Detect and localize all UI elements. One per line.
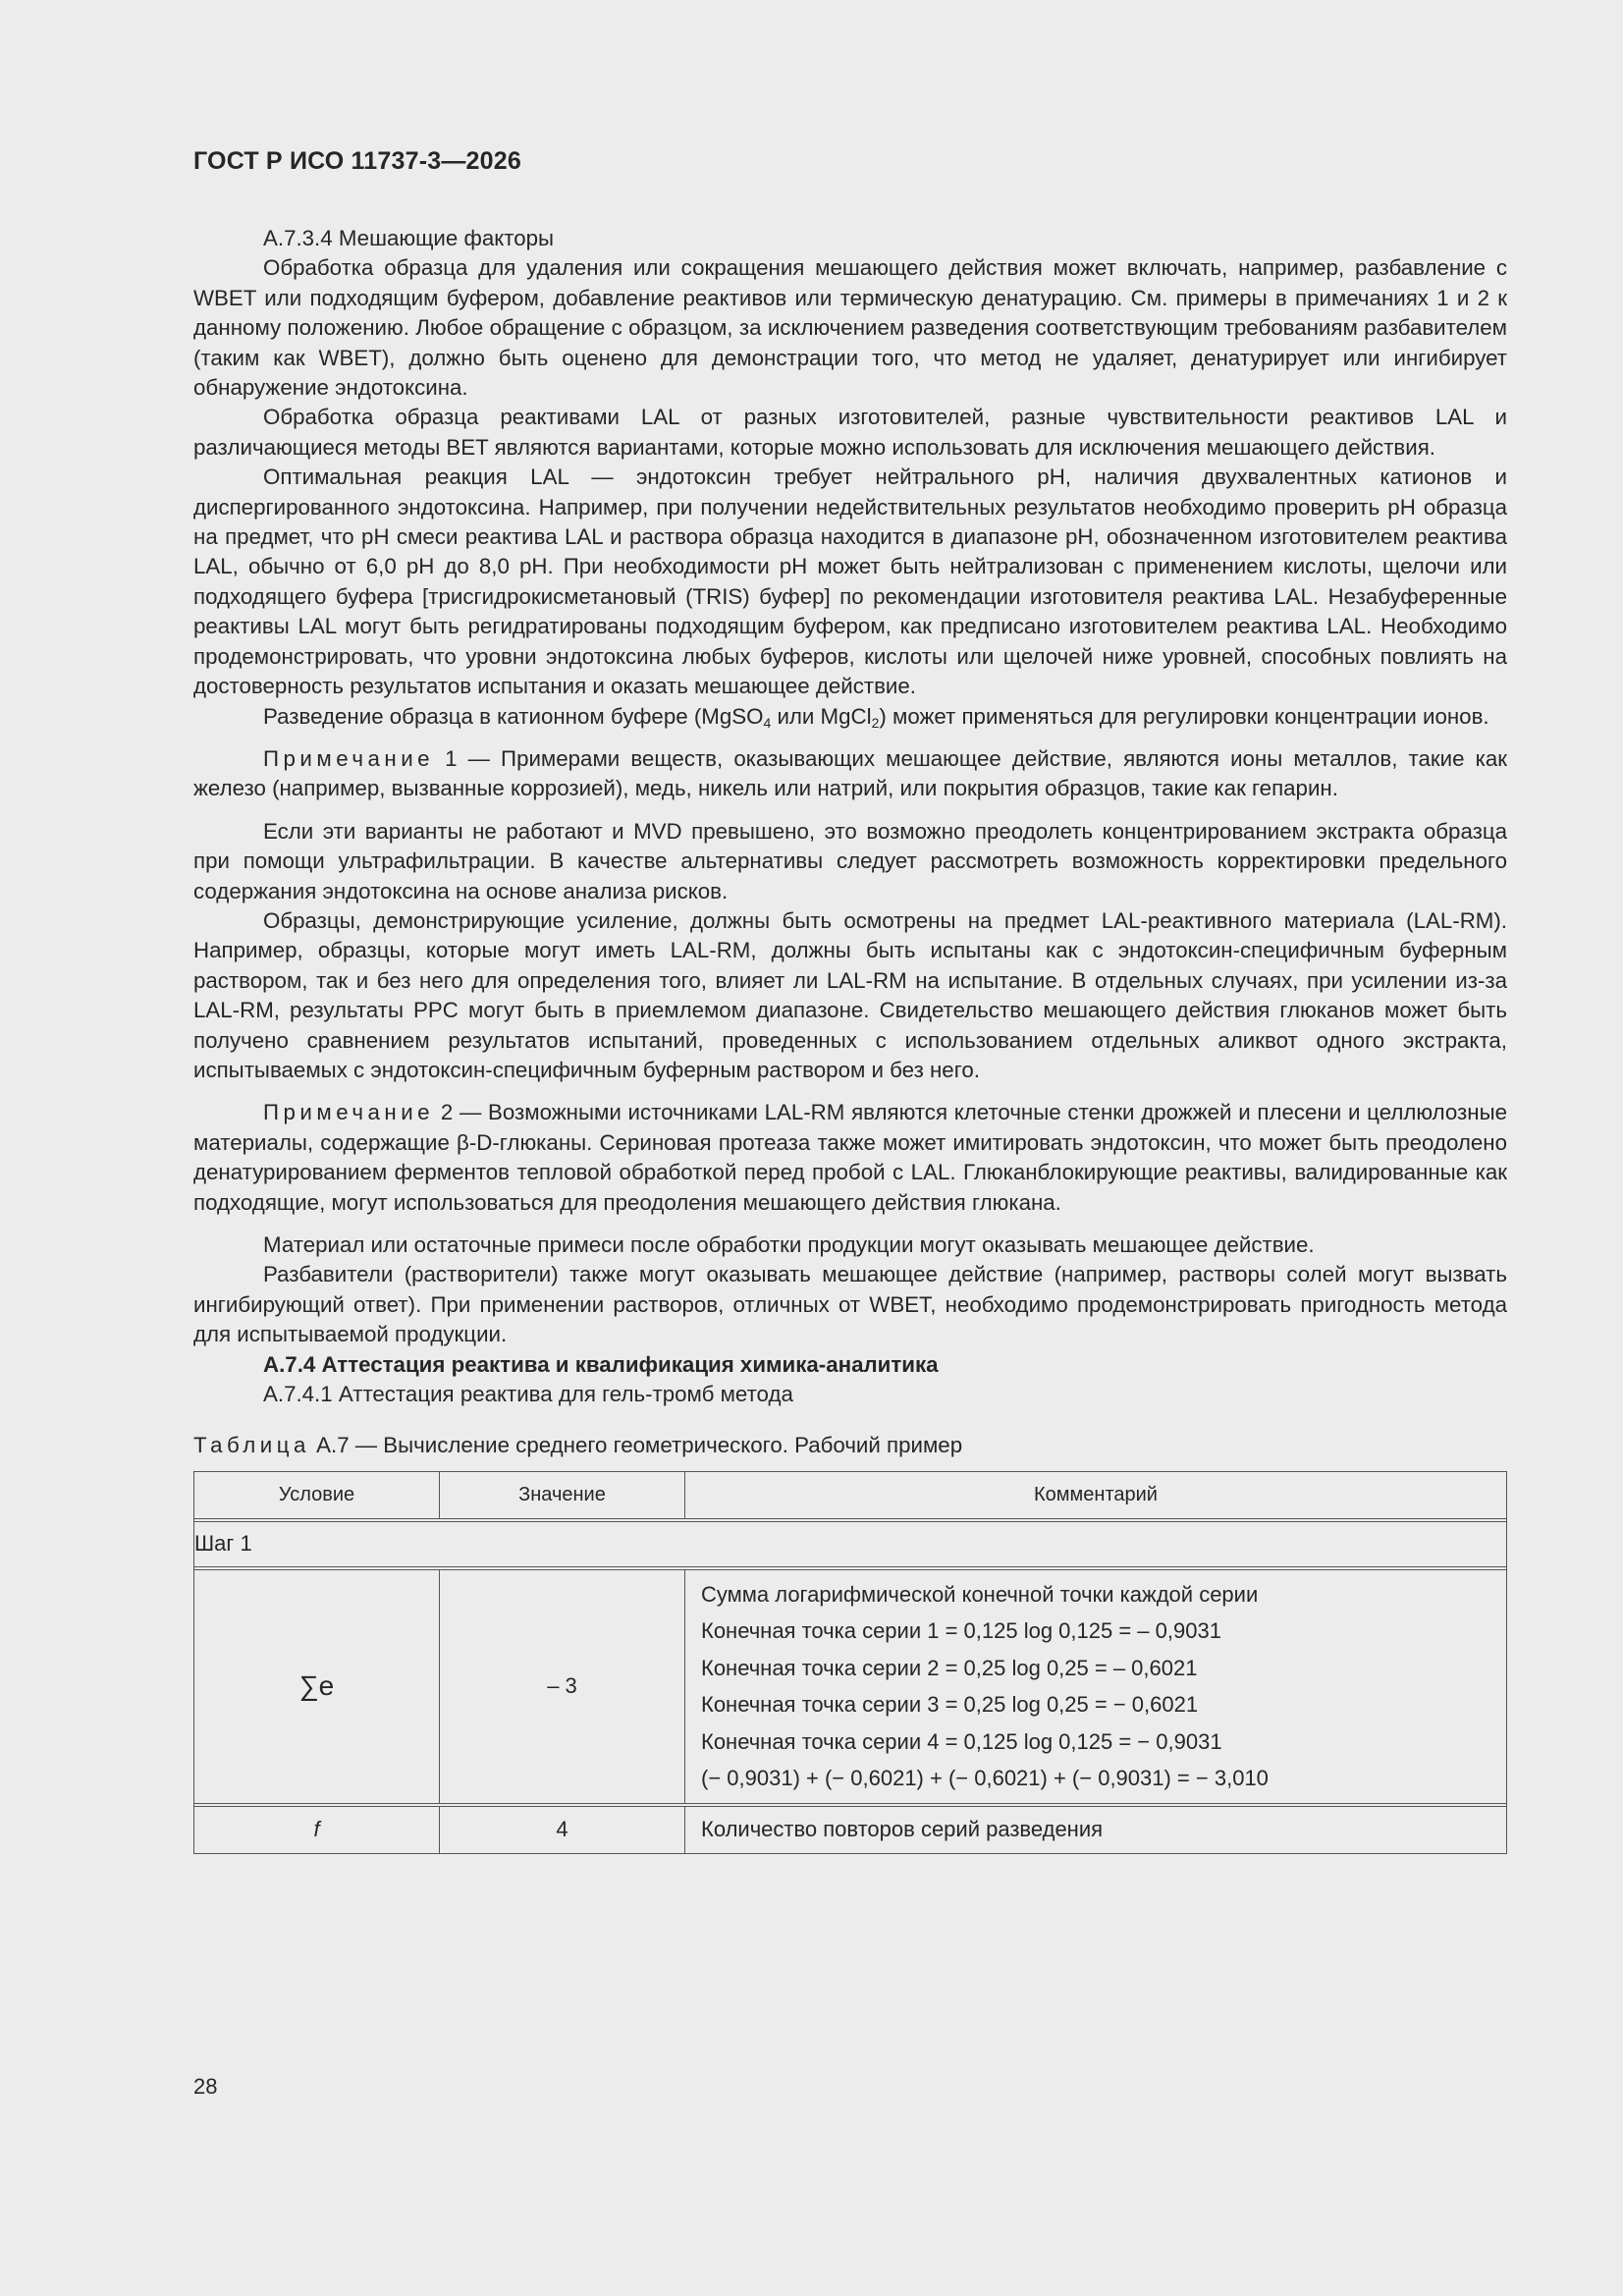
section-heading: А.7.3.4 Мешающие факторы <box>263 226 555 250</box>
note-label: Примечание <box>263 745 435 771</box>
table-row <box>194 1569 1507 1803</box>
paragraph: Образцы, демонстрирующие усиление, должны быть осмотрены на предмет LAL-реактивного материала (LAL-RM). Например, образцы, которые могут иметь LAL-RM, должны быть испытаны как с эндотоксин-специфичным буферным раствором, так и без него для определения того, влияет ли LAL-RM на испытание. В отдельных случаях, при усилении из-за LAL-RM, результаты PPC могут быть в приемлемом диапазоне. Свидетельство мешающего действия глюканов может быть получено сравнением результатов испытаний, проведенных с использованием отдельных аликвот одного экстракта, испытываемых с эндотоксин-специфичным буферным раствором и без него. <box>193 907 1507 1082</box>
paragraph: Материал или остаточные примеси после обработки продукции могут оказывать мешающее действие. <box>263 1232 1315 1257</box>
cell-value: 4 <box>440 1806 685 1853</box>
comment-line: (− 0,9031) + (− 0,6021) + (− 0,6021) + (− 0,9031) = − 3,010 <box>701 1766 1269 1791</box>
paragraph: Обработка образца реактивами LAL от разных изготовителей, разные чувствительности реактивов LAL и различающиеся методы BET являются вариантами, которые можно использовать для исключения мешающего действия. <box>193 405 1507 460</box>
comment-line: Конечная точка серии 4 = 0,125 log 0,125 = − 0,9031 <box>701 1728 1222 1754</box>
header-value: Значение <box>440 1471 685 1518</box>
comment-line: Конечная точка серии 1 = 0,125 log 0,125 = – 0,9031 <box>701 1618 1221 1644</box>
table-row <box>194 1806 1507 1853</box>
subsection-heading: А.7.4 Аттестация реактива и квалификация химика-аналитика <box>263 1351 939 1377</box>
note-label: Примечание <box>263 1100 435 1125</box>
comment-line: Сумма логарифмической конечной точки каждой серии <box>701 1581 1259 1607</box>
comment-line: Конечная точка серии 3 = 0,25 log 0,25 = − 0,6021 <box>701 1692 1199 1718</box>
comment-line: Конечная точка серии 2 = 0,25 log 0,25 = – 0,6021 <box>701 1655 1198 1680</box>
paragraph: Обработка образца для удаления или сокращения мешающего действия может включать, например, разбавление с WBET или подходящим буфером, добавление реактивов или термическую денатурацию. См. примеры в примечаниях 1 и 2 к данному положению. Любое обращение с образцом, за исключением разведения соответствующим требованиям разбавителем (таким как WBET), должно быть оценено для демонстрации того, что метод не удаляет, денатурирует или ингибирует обнаружение эндотоксина. <box>193 255 1507 401</box>
header-comment: Комментарий <box>685 1471 1507 1518</box>
note-2: Примечание 2 — Возможными источниками LAL-RM являются клеточные стенки дрожжей и плесени и целлюлозные материалы, содержащие β-D-глюканы. Сериновая протеаза также может имитировать эндотоксин, что может быть преодолено денатурированием ферментов тепловой обработкой перед пробой с LAL. Глюканблокирующие реактивы, валидированные как подходящие, могут использоваться для преодоления мешающего действия глюкана. <box>193 1100 1507 1215</box>
cell-comment: Количество повторов серий разведения <box>685 1806 1507 1853</box>
calculation-table <box>193 1471 1507 1854</box>
table-step-row <box>194 1521 1507 1566</box>
cell-condition-sum: ∑e <box>194 1569 440 1803</box>
page-number: 28 <box>193 2074 218 2099</box>
step-label: Шаг 1 <box>194 1521 1507 1566</box>
subsubsection-heading: А.7.4.1 Аттестация реактива для гель-тромб метода <box>263 1382 793 1407</box>
paragraph: Оптимальная реакция LAL — эндотоксин требует нейтрального pH, наличия двухвалентных катионов и диспергированного эндотоксина. Например, при получении недействительных результатов необходимо проверить pH образца на предмет, что pH смеси реактива LAL и раствора образца находится в диапазоне pH, обозначенном изготовителем реактива LAL, обычно от 6,0 pH до 8,0 pH. При необходимости pH может быть нейтрализован с применением кислоты, щелочи или подходящего буфера [трисгидрокисметановый (TRIS) буфер] по рекомендации изготовителя реактива LAL. Незабуференные реактивы LAL могут быть регидратированы подходящим буфером, как предписано изготовителем реактива LAL. Необходимо продемонстрировать, что уровни эндотоксина любых буферов, кислоты или щелочей ниже уровней, способных повлиять на достоверность результатов испытания и оказать мешающее действие. <box>193 465 1507 699</box>
paragraph: Разбавители (растворители) также могут оказывать мешающее действие (например, растворы солей могут вызвать ингибирующий ответ). При применении растворов, отличных от WBET, необходимо продемонстрировать пригодность метода для испытываемой продукции. <box>193 1262 1507 1347</box>
paragraph: Если эти варианты не работают и MVD превышено, это возможно преодолеть концентрированием экстракта образца при помощи ультрафильтрации. В качестве альтернативы следует рассмотреть возможность корректировки предельного содержания эндотоксина на основе анализа рисков. <box>193 818 1507 903</box>
paragraph-cation-buffer: Разведение образца в катионном буфере (MgSO$_4$ или MgCl$_2$) может применяться для регулировки концентрации ионов. <box>263 703 1489 731</box>
table-header-row <box>194 1471 1507 1518</box>
table-caption: Таблица А.7 — Вычисление среднего геометрического. Рабочий пример <box>193 1433 963 1458</box>
note-1: Примечание 1 — Примерами веществ, оказывающих мешающее действие, являются ионы металлов, такие как железо (например, вызванные коррозией), медь, никель или натрий, или покрытия образцов, такие как гепарин. <box>193 745 1507 801</box>
document-header: ГОСТ Р ИСО 11737-3—2026 <box>193 147 521 175</box>
cell-condition-f: f <box>194 1806 440 1853</box>
cell-value: – 3 <box>440 1569 685 1803</box>
cell-comments <box>685 1569 1507 1803</box>
page-body <box>193 224 1507 1854</box>
header-condition: Условие <box>194 1471 440 1518</box>
